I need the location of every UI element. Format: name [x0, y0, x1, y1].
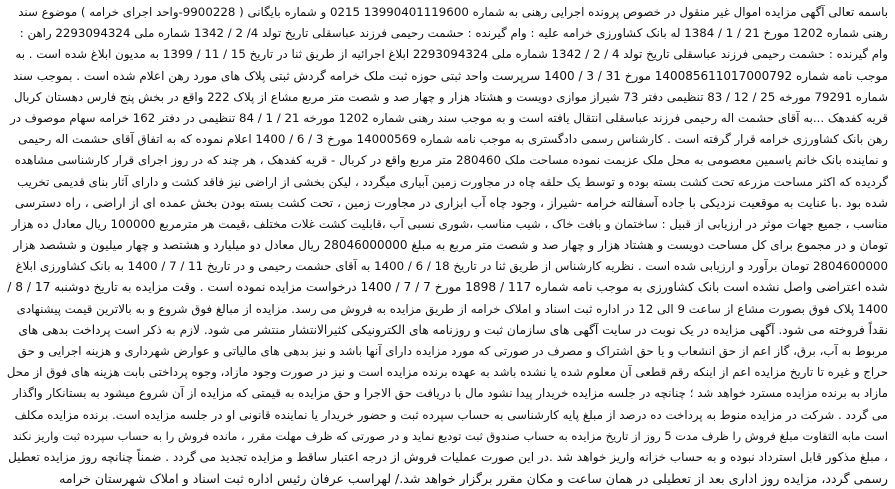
- notice-line: 1400 پلاک فوق بصورت مشاع از ساعت 9 الی 12 در اداره ثبت اسناد و املاک خرامه از طریق مزایده به فروش می رسد. مزایده از مبالغ فوق شروع و به بالاترین قیمت پیشنهادی: [16, 301, 888, 316]
- notice-line: می گردد . شرکت در مزایده منوط به پرداخت ده درصد از مبلغ پایه کارشناسی به حساب سپرده ثبت و حضور خریدار یا نماینده قانونی او در جلسه مزایده است. برنده مزایده مکلف: [14, 407, 888, 422]
- notice-line: رهن بانک کشاورزی خرامه قرار گرفته است . کارشناس رسمی دادگستری به موجب نامه شماره 14000569 مورخ 3 / 6 / 1400 اعلام نموده که به اتفاق آقای حشمت اله رحیمی: [18, 132, 888, 147]
- notice-line: شده بود .با عنایت به موقعیت نزدیکی با جاده آسفالته خرامه -شیراز ، وجود چاه آب ابزاری در مجاورت زمین ، تحت کشت بسته بودن بخش عمده ای از اراضی ، راه دسترسی: [14, 195, 888, 210]
- notice-line: و نماینده بانک خانم یاسمین معصومی به محل ملک عزیمت نموده مساحت ملک 280460 متر مربع واقع در کربال - قریه کفدهک ، هر چند که در روز اجرای قرار کارشناسی مشاهده: [14, 153, 888, 168]
- notice-line: تومان و در مجموع برای کل مساحت دویست و هشتاد هزار و چهار صد و شصت متر مربع به مبلغ 28046000000 ریال معادل دو میلیارد و هشتصد و چهار میلیون و ششصد هزار: [13, 238, 888, 253]
- notice-line: مازاد به برنده مزایده مسترد خواهد شد ؛ چنانچه در جلسه مزایده خریدار پیدا نشود مال با دریافت حق الاجرا و حق مزایده به قیمتی که مزایده از آن شروع میشود به بستانکار واگذار: [12, 386, 888, 401]
- notice-line: حراج و غیره تا تاریخ مزایده اعم از اینکه رقم قطعی آن معلوم شده یا نشده باشد به عهده برنده مزایده است و نیز در صورت وجود مازاد، وجوه پرداختی بابت هزینه های فوق از محل: [6, 365, 888, 380]
- notice-line: مناسب ، جمیع جهات موثر در ارزیابی از قبیل : ساختمان و بافت خاک ، شیب مناسب ،شوری نسبی آب ،قابلیت کشت غلات مختلف ،قیمت هر مترمربع 100000 ریال معادل ده هزار: [11, 216, 888, 231]
- notice-line: رسمی گردد، مزایده روز اداری بعد از تعطیلی در همان ساعت و مکان مقرر برگزار خواهد شد./ لهراسب عرفان رئیس اداره ثبت اسناد و املاک شهرستان خرامه: [59, 471, 888, 487]
- notice-line: قریه کفدهک ...به آقای حشمت اله رحیمی فرزند عباسقلی انتقال یافته است و به موجب سند رهنی شماره 1202 مورخه 21 / 1 / 84 تنظیمی در دفتر 162 خرامه سهام موصوف در: [10, 110, 888, 125]
- notice-line: 2804600000 تومان برآورد و ارزیابی شده است . نظریه کارشناس از طریق ثنا در تاریخ 18 / 6 / 1400 به آقای حشمت رحیمی و در تاریخ 11 / 7 / 1400 به بانک کشاورزی ابلاغ: [15, 259, 888, 274]
- notice-line: شماره 79291 مورخه 25 / 12 / 83 تنظیمی دفتر 73 شیراز موازی دویست و هشتاد هزار و چهار صد و شصت متر مربع مشاع از پلاک 222 واقع در بخش پنج فارس دهستان کربال: [13, 89, 888, 104]
- notice-line: نقداً فروخته می شود. آگهی مزایده در یک نوبت در سایت آگهی های سازمان ثبت و روزنامه های الکترونیکی کثیرالانتشار منتشر می شود. لازم به ذکر است پرداخت بدهی های: [18, 322, 888, 337]
- notice-line: باسمه تعالی آگهی مزایده اموال غیر منقول در خصوص پرونده اجرایی رهنی به شماره 13990401119600 0215 و شماره بایگانی ( 9900228-واحد اجرای خرامه ) موضوع سند: [18, 5, 888, 19]
- notice-line: مربوط به آب، برق، گاز اعم از حق انشعاب و یا حق اشتراک و مصرف در صورتی که مورد مزایده دارای آنها باشد و نیز بدهی های مالیاتی و عوارض شهرداری و هزینه اجرایی و حق: [17, 344, 888, 358]
- notice-line: وام گیرنده : حشمت رحیمی فرزند عباسقلی تاریخ تولد 4 / 2 / 1342 شماره ملی 2293094324 ابلاغ اجرائیه از طریق ثنا در تاریخ 15 / 11 / 1399 به مدیون ابلاغ شده است . به: [15, 47, 888, 62]
- notice-line: موجب نامه شماره 140085611017000792 مورخ 31 / 3 / 1400 سرپرست واحد ثبتی حوزه ثبت ملک خرامه گردش ثبتی پلاک های مورد رهن اعلام شده است . بموجب سند: [12, 68, 888, 83]
- notice-line: است مابه التفاوت مبلغ فروش را ظرف مدت 5 روز از تاریخ مزایده به حساب صندوق ثبت تودیع نماید و در صورتی که ظرف مهلت مقرر ، مانده فروش را به حساب سپرده ثبت واریز نکند: [12, 428, 888, 443]
- notice-line: ، مبلغ مذکور قابل استرداد نبوده و به حساب خزانه واریز خواهد شد .در این صورت عملیات فروش از درجه اعتبار ساقط و مزایده تجدید می گردد . ضمناً چنانچه روز مزایده تعطیل: [8, 449, 888, 464]
- notice-line: رهنی شماره 1202 مورخ 21 / 1 / 1384 له بانک کشاورزی خرامه علیه : وام گیرنده : حشمت رحیمی فرزند عباسقلی تاریخ تولد 4/ 2 / 1342 شماره ملی 2293094324 راهن :: [19, 26, 888, 41]
- notice-line: شده اعتراضی واصل نشده است بانک کشاورزی به موجب نامه شماره 117 / 1898 مورخ 7 / 7 / 1400 درخواست مزایده نموده است . وقت مزایده به تاریخ دوشنبه 17 / 8 /: [7, 280, 888, 295]
- notice-line: گردیده که اکثر مساحت مزرعه تحت کشت بسته بوده و توسط یک حلقه چاه در مجاورت زمین آبیاری میگردد ، لیکن بخشی از اراضی نیز فاقد کشت و دارای آثار بنای قدیمی تخریب: [17, 174, 888, 189]
